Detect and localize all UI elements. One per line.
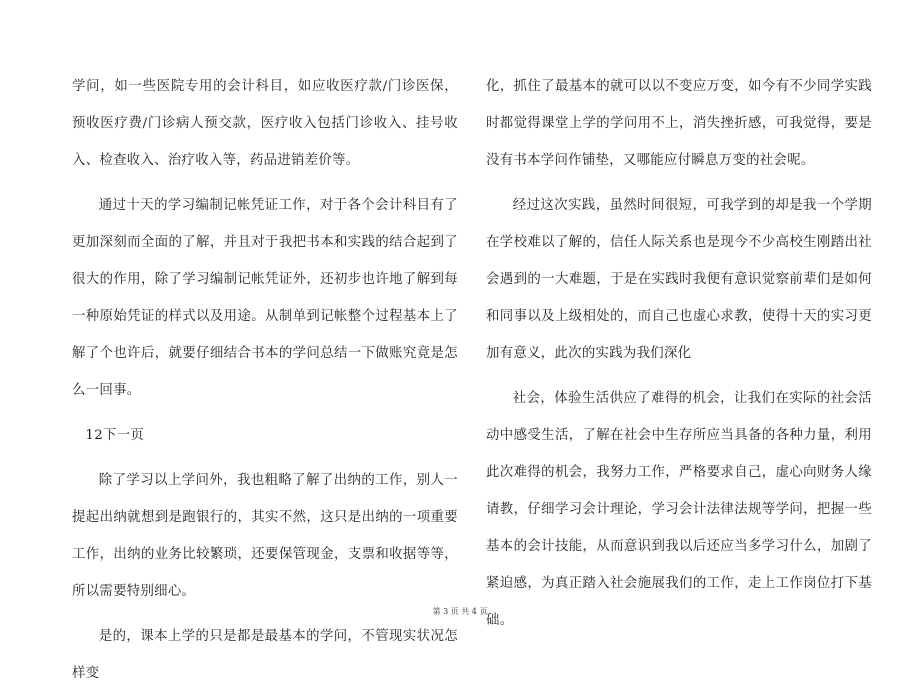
- right-paragraph-2: 经过这次实践，虽然时间很短，可我学到的却是我一个学期在学校难以了解的，信任人际关系也是现今不少高校生刚踏出社会遇到的一大难题，于是在实践时我便有意识觉察前辈们是如何和同事以及上级相处的，而自己也虚心求教，使得十天的实习更加有意义，此次的实践为我们深化: [486, 198, 872, 361]
- next-page-link[interactable]: 12下一页: [85, 428, 145, 443]
- page-footer: [0, 606, 920, 617]
- page-number: 第 3 页 共 4 页: [432, 607, 488, 616]
- left-paragraph-4: 除了学习以上学问外，我也粗略了解了出纳的工作，别人一提起出纳就想到是跑银行的，其实不然，这只是出纳的一项重要工作，出纳的业务比较繁琐，还要保管现金，支票和收据等等，所以需要特别细心。: [72, 473, 458, 599]
- left-paragraph-2: 通过十天的学习编制记帐凭证工作，对于各个会计科目有了更加深刻而全面的了解，并且对于我把书本和实践的结合起到了很大的作用，除了学习编制记帐凭证外，还初步也许地了解到每一种原始凭证的样式以及用途。从制单到记帐整个过程基本上了解了个也许后，就要仔细结合书本的学问总结一下做账究竟是怎么一回事。: [72, 198, 458, 398]
- right-paragraph-3: 社会，体验生活供应了难得的机会，让我们在实际的社会活动中感受生活，了解在社会中生存所应当具备的各种力量，利用此次难得的机会，我努力工作，严格要求自己，虚心向财务人缘请教，仔细学习会计理论，学习会计法律法规等学问，把握一些基本的会计技能，从而意识到我以后还应当多学习什么，加剧了紧迫感，为真正踏入社会施展我们的工作，走上工作岗位打下基础。: [486, 391, 872, 628]
- right-paragraph-1: 化，抓住了最基本的就可以以不变应万变，如今有不少同学实践时都觉得课堂上学的学问用不上，消失挫折感，可我觉得，要是没有书本学问作铺垫，又哪能应付瞬息万变的社会呢。: [486, 79, 872, 168]
- left-paragraph-1: 学问，如一些医院专用的会计科目，如应收医疗款/门诊医保，预收医疗费/门诊病人预交款，医疗收入包括门诊收入、挂号收入、检查收入、治疗收入等，药品进销差价等。: [72, 79, 458, 168]
- right-column: [486, 68, 872, 647]
- left-paragraph-5: 是的，课本上学的只是都是最基本的学问，不管现实状况怎样变: [72, 629, 458, 681]
